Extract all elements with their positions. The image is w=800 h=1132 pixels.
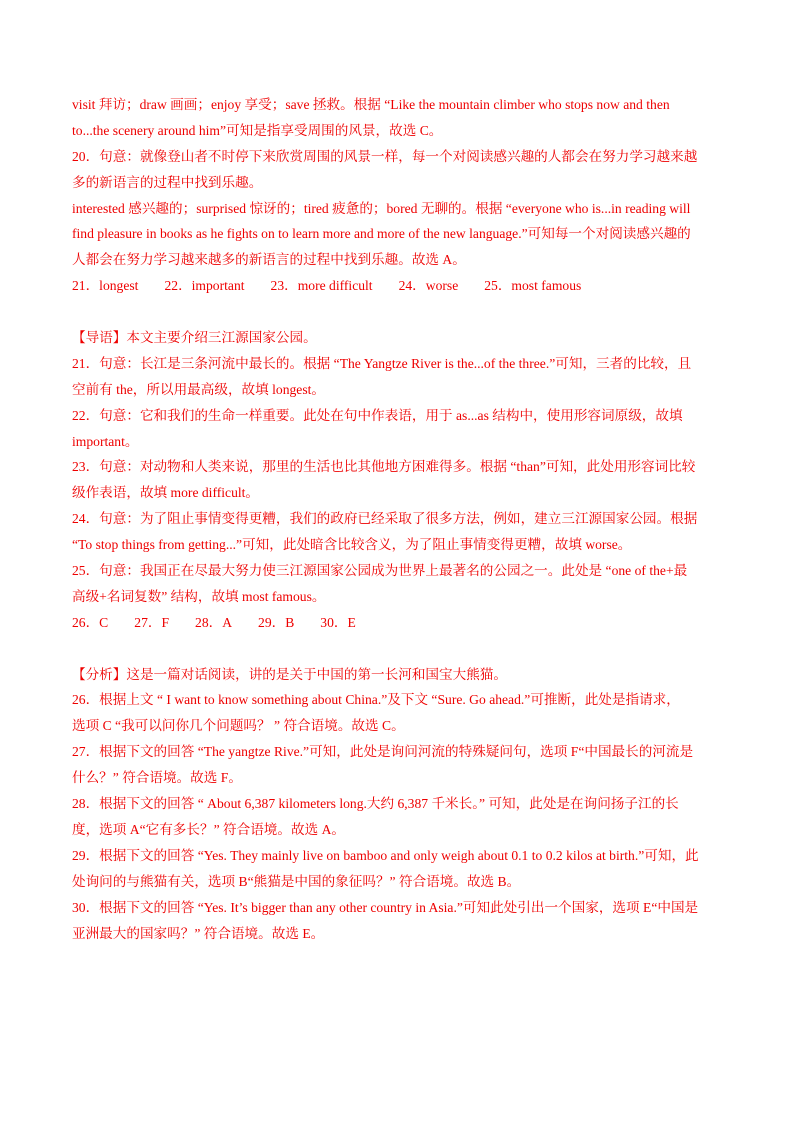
text-line: 22．句意：它和我们的生命一样重要。此处在句中作表语，用于 as...as 结构中，使用形容词原级，故填	[72, 407, 683, 423]
answer-item: 30．E	[320, 614, 356, 630]
text-line: 亚洲最大的国家吗？” 符合语境。故选 E。	[72, 925, 325, 941]
spacer	[72, 636, 732, 662]
answer-item: 27．F	[134, 614, 170, 630]
text-line: 27．根据下文的回答 “The yangtze Rive.”可知，此处是询问河流的特殊疑问句，选项 F“中国最长的河流是	[72, 744, 694, 760]
answer-item: 21．longest	[72, 278, 139, 294]
text-line: visit 拜访；draw 画画；enjoy 享受；save 拯救。根据 “Like the mountain climber who stops now and then	[72, 97, 670, 112]
answer-item: 22．important	[164, 278, 245, 294]
text-line: 选项 C “我可以问你几个问题吗？ ” 符合语境。故选 C。	[72, 718, 405, 734]
spacer	[72, 299, 732, 325]
text-line: 30．根据下文的回答 “Yes. It’s bigger than any other country in Asia.”可知此处引出一个国家，选项 E“中国是	[72, 899, 699, 915]
text-line: 度，选项 A“它有多长？” 符合语境。故选 A。	[72, 821, 345, 837]
explanation-block-26-30	[72, 662, 732, 947]
answer-item: 28．A	[195, 614, 233, 630]
text-line: 23．句意：对动物和人类来说，那里的生活也比其他地方困难得多。根据 “than”可知，此处用形容词比较	[72, 459, 696, 475]
text-line: find pleasure in books as he fights on to learn more and more of the new language.”可知每一个对阅读感兴趣的	[72, 226, 691, 242]
answer-item: 25．most famous	[484, 278, 582, 294]
answer-item: 24．worse	[398, 278, 459, 294]
text-line: important。	[72, 433, 139, 449]
text-line: 高级+名词复数” 结构，故填 most famous。	[72, 588, 326, 604]
text-line: 人都会在努力学习越来越多的新语言的过程中找到乐趣。故选 A。	[72, 252, 466, 268]
text-line: 25．句意：我国正在尽最大努力使三江源国家公园成为世界上最著名的公园之一。此处是 “one of the+最	[72, 563, 688, 579]
text-line: 21．句意：长江是三条河流中最长的。根据 “The Yangtze River is the...of the three.”可知，三者的比较，且	[72, 355, 692, 371]
text-line: 处询问的与熊猫有关，选项 B“熊猫是中国的象征吗？” 符合语境。故选 B。	[72, 873, 521, 889]
answer-item: 26．C	[72, 614, 109, 630]
text-line: 多的新语言的过程中找到乐趣。	[72, 174, 263, 190]
explanation-block-21-25	[72, 325, 732, 610]
answer-key-26-30	[72, 610, 732, 636]
answer-explanations	[72, 92, 732, 946]
text-line: 26．根据上文 “ I want to know something about China.”及下文 “Sure. Go ahead.”可推断，此处是指请求，	[72, 692, 680, 708]
text-line: 28．根据下文的回答 “ About 6,387 kilometers long.大约 6,387 千米长。” 可知，此处是在询问扬子江的长	[72, 796, 679, 812]
text-line: 什么？” 符合语境。故选 F。	[72, 770, 242, 786]
text-line: 24．句意：为了阻止事情变得更糟，我们的政府已经采取了很多方法，例如，建立三江源国家公园。根据	[72, 511, 698, 527]
text-line: 29．根据下文的回答 “Yes. They mainly live on bamboo and only weigh about 0.1 to 0.2 kilos at birth.”可知，此	[72, 847, 699, 863]
text-line: 【分析】这是一篇对话阅读，讲的是关于中国的第一长河和国宝大熊猫。	[72, 666, 507, 682]
answer-key-21-25	[72, 273, 732, 299]
answer-item: 29．B	[258, 614, 295, 630]
explanation-block-19-20	[72, 92, 732, 273]
text-line: interested 感兴趣的；surprised 惊讶的；tired 疲惫的；bored 无聊的。根据 “everyone who is...in reading will	[72, 200, 691, 216]
text-line: to...the scenery around him”可知是指享受周围的风景，故选 C。	[72, 122, 443, 138]
text-line: “To stop things from getting...”可知，此处暗含比较含义，为了阻止事情变得更糟，故填 worse。	[72, 537, 632, 553]
text-line: 【导语】本文主要介绍三江源国家公园。	[72, 330, 317, 346]
answer-item: 23．more difficult	[270, 278, 373, 294]
text-line: 20．句意：就像登山者不时停下来欣赏周围的风景一样，每一个对阅读感兴趣的人都会在努力学习越来越	[72, 148, 698, 164]
text-line: 级作表语，故填 more difficult。	[72, 485, 260, 501]
text-line: 空前有 the，所以用最高级，故填 longest。	[72, 381, 325, 397]
